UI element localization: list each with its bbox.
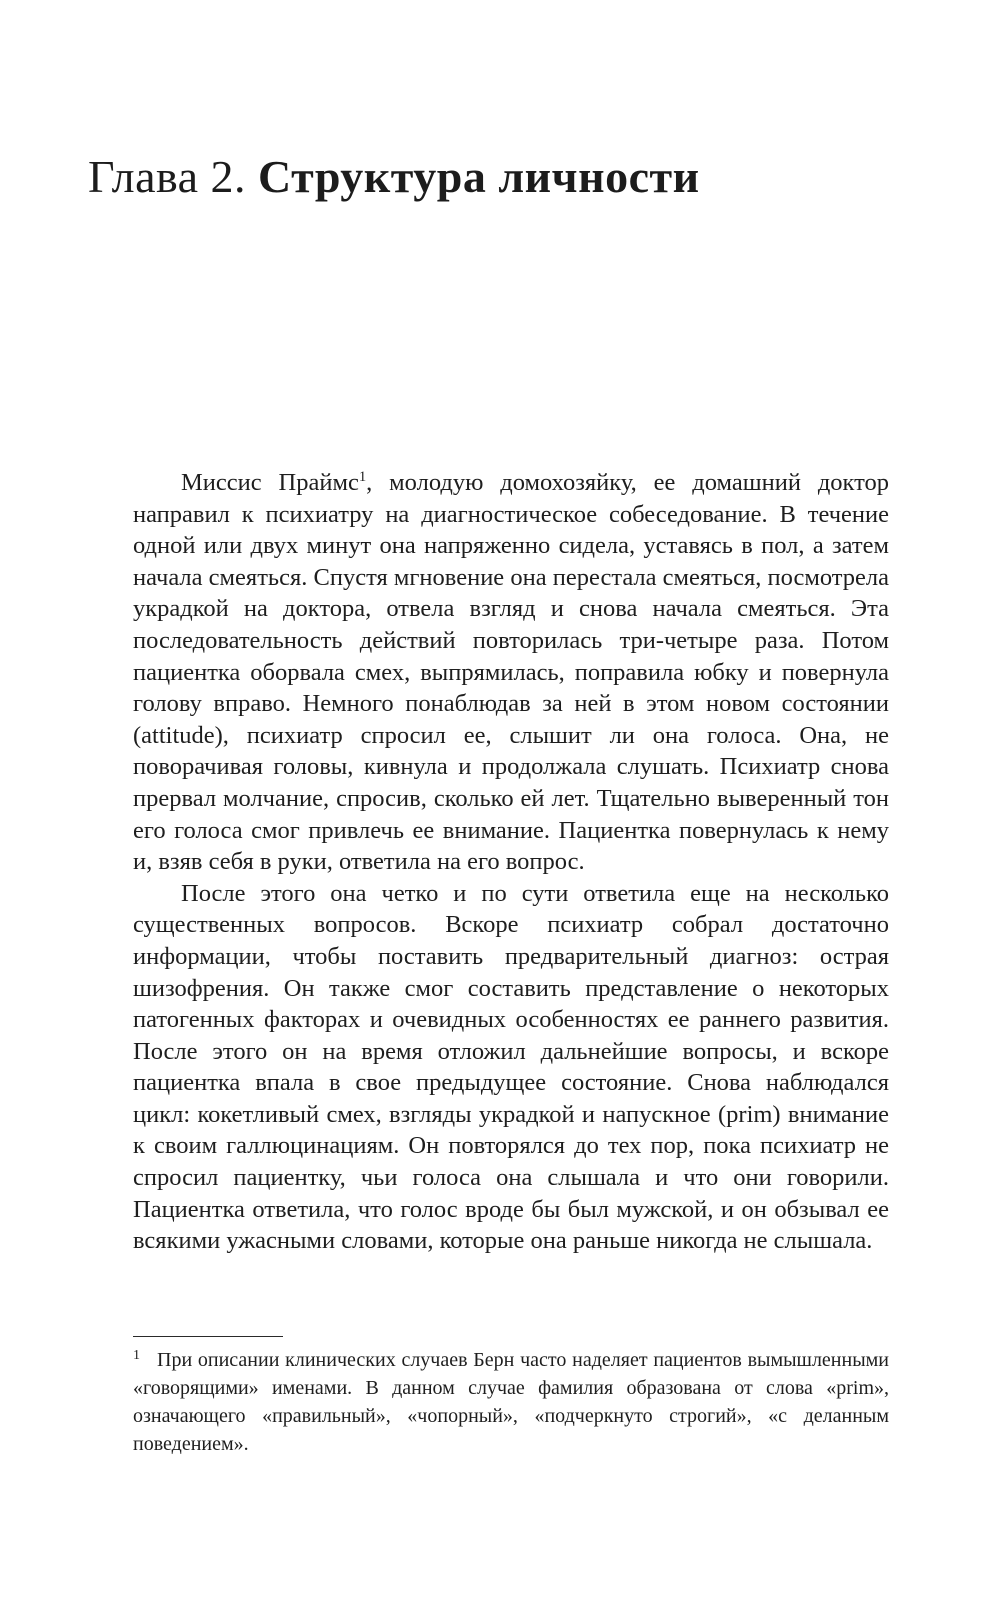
body-text (133, 467, 889, 1257)
paragraph-1 (133, 467, 889, 878)
chapter-heading (88, 150, 700, 203)
paragraph-2: После этого она четко и по сути ответила еще на несколько существенных вопросов. Вскоре психиатр собрал достаточно информации, чтобы поставить предварительный диагноз: острая шизофрения. Он также смог составить представление о некоторых патогенных факторах и очевидных особенностях ее раннего развития. После этого он на время отложил дальнейшие вопросы, и вскоре пациентка впала в свое предыдущее состояние. Снова наблюдался цикл: кокетливый смех, взгляды украдкой и напускное (prim) внимание к своим галлюцинациям. Он повторялся до тех пор, пока психиатр не спросил пациентку, чьи голоса она слышала и что они говорили. Пациентка ответила, что голос вроде бы был мужской, и он обзывал ее всякими ужасными словами, которые она раньше никогда не слышала. (133, 879, 889, 1255)
footnote (133, 1346, 889, 1458)
footnote-text: При описании клинических случаев Берн часто наделяет пациентов вымышленными «говорящими» именами. В данном случае фамилия образована от слова «prim», означающего «правильный», «чопорный», «подчеркнуто строгий», «с деланным поведением». (133, 1349, 889, 1455)
paragraph-1-start: Миссис Праймс (181, 469, 359, 496)
footnote-marker: 1 (133, 1348, 140, 1363)
footnote-reference: 1 (358, 468, 367, 485)
chapter-title: Структура личности (258, 151, 700, 202)
footnote-divider (133, 1336, 283, 1337)
paragraph-1-rest: , молодую домохозяйку, ее домашний доктор направил к психиатру на диагностическое собеседование. В течение одной или двух минут она напряженно сидела, уставясь в пол, а затем начала смеяться. Спустя мгновение она перестала смеяться, посмотрела украдкой на доктора, отвела взгляд и снова начала смеяться. Эта последовательность действий повторилась три-четыре раза. Потом пациентка оборвала смех, выпрямилась, поправила юбку и повернула голову вправо. Немного понаблюдав за ней в этом новом состоянии (attitude), психиатр спросил ее, слышит ли она голоса. Она, не поворачивая головы, кивнула и продолжала слушать. Психиатр снова прервал молчание, спросив, сколько ей лет. Тщательно выверенный тон его голоса смог привлечь ее внимание. Пациентка повернулась к нему и, взяв себя в руки, ответила на его вопрос. (133, 469, 890, 876)
chapter-number: Глава 2. (88, 151, 247, 202)
